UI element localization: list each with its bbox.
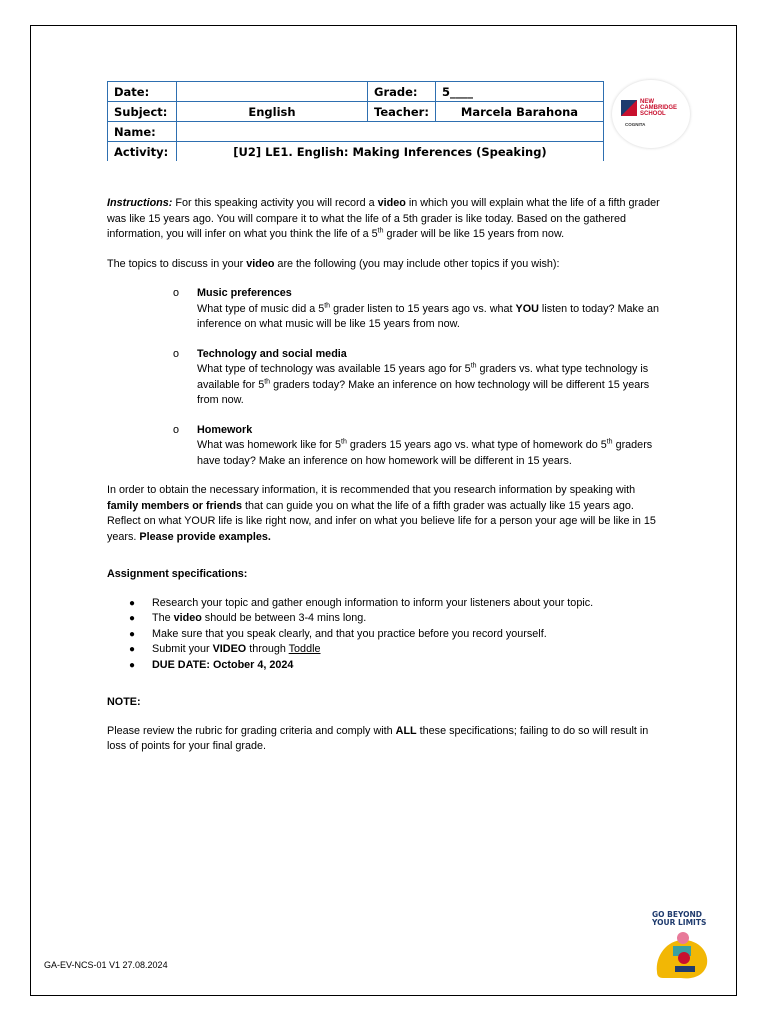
spec-item-4c: through bbox=[246, 643, 289, 655]
topic-homework-text-3: graders have today? Make an inference on how homework will be different in 15 years. bbox=[197, 439, 653, 467]
spec-item-2a: The bbox=[152, 612, 174, 624]
list-item bbox=[107, 611, 662, 627]
list-item bbox=[107, 627, 662, 643]
topic-homework-sup-2: th bbox=[606, 438, 613, 446]
subject-label: Subject: bbox=[108, 102, 177, 122]
bullet-icon: ● bbox=[129, 644, 136, 655]
spec-heading bbox=[107, 567, 662, 583]
topic-music-sup: th bbox=[324, 301, 331, 309]
topics-intro-text-1: The topics to discuss in your bbox=[107, 257, 247, 270]
logo-line1: NEW bbox=[640, 99, 654, 105]
topic-music-text-1: What type of music did a 5 bbox=[197, 302, 325, 315]
research-text-2: that can guide you on what the life of a fifth grader was actually like 15 years ago. Reflect on what YOUR life is like right now, and infer on what you believe life for a person your age will be like in 15 years. bbox=[107, 499, 656, 543]
topic-technology bbox=[107, 347, 662, 409]
activity-value: [U2] LE1. English: Making Inferences (Speaking) bbox=[177, 142, 604, 162]
topic-tech-sup-2: th bbox=[264, 377, 271, 385]
subject-value: English bbox=[177, 102, 368, 122]
instructions-sup: th bbox=[377, 227, 384, 235]
research-bold-1: family members or friends bbox=[107, 499, 243, 512]
topics-intro bbox=[107, 257, 662, 273]
topic-tech-sup-1: th bbox=[470, 362, 477, 370]
topic-music-text-3: listen to today? Make an inference on what music will be like 15 years from now. bbox=[197, 302, 659, 330]
spec-item-1: Research your topic and gather enough information to inform your listeners about your topic. bbox=[152, 596, 594, 609]
topics-intro-bold: video bbox=[246, 257, 275, 270]
bullet-icon: ● bbox=[129, 659, 136, 671]
instructions-text-2: in which you will explain what the life of a fifth grader was like 15 years ago. You will compare it to what the life of a 5th grader is like today. Based on the gathered information, you will infer on what you think the life of a 5 bbox=[107, 197, 660, 240]
note-heading bbox=[107, 695, 662, 711]
note-bold: ALL bbox=[395, 724, 417, 737]
note-heading-text: NOTE: bbox=[107, 696, 141, 708]
spec-item-4b: VIDEO bbox=[212, 643, 247, 655]
school-shield-icon bbox=[621, 100, 637, 116]
name-row bbox=[108, 122, 604, 142]
slogan-line2: YOUR LIMITS bbox=[652, 917, 707, 927]
logo-sub: COGNITA bbox=[625, 122, 646, 127]
document-body bbox=[107, 196, 662, 755]
topic-tech-title: Technology and social media bbox=[197, 347, 347, 360]
topic-music-title: Music preferences bbox=[197, 287, 292, 299]
topic-homework-text-1: What was homework like for 5 bbox=[197, 439, 342, 451]
slogan-line1: GO BEYOND bbox=[652, 910, 703, 919]
topic-homework-sup-1: th bbox=[341, 438, 347, 446]
spec-item-4a: Submit your bbox=[152, 643, 213, 655]
toddle-link[interactable]: Toddle bbox=[288, 643, 321, 655]
topic-tech-text-1: What type of technology was available 15 years ago for 5 bbox=[197, 363, 471, 375]
bullet-icon: ● bbox=[129, 628, 136, 640]
name-value bbox=[177, 122, 604, 142]
spec-list bbox=[107, 596, 662, 674]
spec-item-3: Make sure that you speak clearly, and that you practice before you record yourself. bbox=[152, 627, 547, 640]
note-paragraph bbox=[107, 724, 662, 755]
date-label: Date: bbox=[108, 82, 177, 102]
instructions-text-1: For this speaking activity you will record a bbox=[172, 197, 378, 209]
topic-homework-text-2: graders 15 years ago vs. what type of homework do 5 bbox=[346, 439, 607, 451]
date-row bbox=[108, 82, 604, 102]
header-table bbox=[107, 81, 604, 161]
research-paragraph bbox=[107, 483, 662, 545]
circle-bullet-icon: o bbox=[173, 347, 180, 360]
spec-item-2b: video bbox=[173, 612, 202, 624]
research-text-1: In order to obtain the necessary information, it is recommended that you research information by speaking with bbox=[107, 484, 636, 496]
logo-text bbox=[640, 99, 680, 117]
topic-music-text-2: grader listen to 15 years ago vs. what bbox=[330, 302, 516, 315]
note-text-1: Please review the rubric for grading criteria and comply with bbox=[107, 724, 396, 737]
topics-intro-text-2: are the following (you may include other topics if you wish): bbox=[274, 257, 560, 270]
go-beyond-graphic-icon bbox=[653, 928, 711, 980]
instructions-text-3: grader will be like 15 years from now. bbox=[383, 228, 565, 240]
activity-label: Activity: bbox=[108, 142, 177, 162]
activity-row bbox=[108, 142, 604, 162]
teacher-label: Teacher: bbox=[368, 102, 436, 122]
logo-line3: SCHOOL bbox=[640, 111, 666, 117]
date-value bbox=[177, 82, 368, 102]
grade-value: 5____ bbox=[435, 82, 603, 102]
go-beyond-slogan bbox=[652, 911, 722, 926]
subject-row bbox=[108, 102, 604, 122]
list-item bbox=[107, 596, 662, 612]
instructions-bold-video: video bbox=[377, 197, 406, 209]
circle-bullet-icon: o bbox=[173, 423, 180, 436]
spec-item-2c: should be between 3-4 mins long. bbox=[201, 612, 367, 624]
spec-item-5-due-date: DUE DATE: October 4, 2024 bbox=[152, 658, 294, 671]
name-label: Name: bbox=[108, 122, 177, 142]
bullet-icon: ● bbox=[129, 613, 136, 624]
topic-homework-title: Homework bbox=[197, 423, 253, 436]
grade-label: Grade: bbox=[368, 82, 436, 102]
topic-music bbox=[107, 286, 662, 333]
list-item bbox=[107, 658, 662, 674]
list-item bbox=[107, 642, 662, 658]
research-bold-2: Please provide examples. bbox=[139, 530, 271, 543]
instructions-label: Instructions: bbox=[107, 197, 173, 209]
document-code: GA-EV-NCS-01 V1 27.08.2024 bbox=[44, 960, 168, 970]
note-text-2: these specifications; failing to do so will result in loss of points for your final grade. bbox=[107, 724, 649, 752]
instructions-paragraph bbox=[107, 196, 662, 243]
topic-tech-text-2: graders vs. what type technology is available for 5 bbox=[197, 363, 649, 391]
topic-tech-text-3: graders today? Make an inference on how technology will be different 15 years from now. bbox=[197, 378, 650, 406]
school-logo bbox=[612, 80, 690, 148]
circle-bullet-icon: o bbox=[173, 287, 180, 299]
topic-music-bold: YOU bbox=[515, 302, 539, 315]
logo-line2: CAMBRIDGE bbox=[640, 105, 677, 111]
topic-homework bbox=[107, 423, 662, 470]
spec-heading-text: Assignment specifications: bbox=[107, 568, 248, 580]
teacher-value: Marcela Barahona bbox=[435, 102, 603, 122]
bullet-icon: ● bbox=[129, 597, 136, 609]
